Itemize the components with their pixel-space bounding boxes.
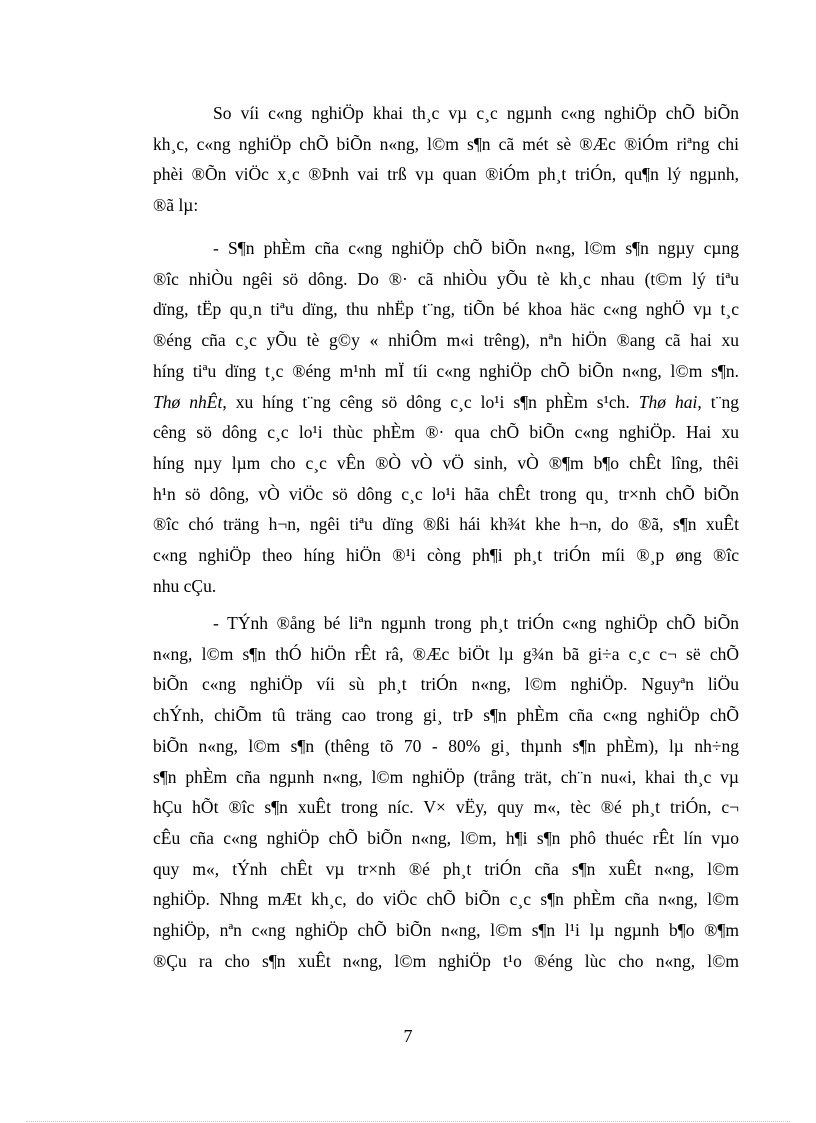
text-line: ®ã lµ: bbox=[153, 195, 199, 216]
text-line: s¶n phÈm cña ngµnh n«ng, l©m nghiÖp (trång trät, ch¨n nu«i, khai th¸c vµ bbox=[153, 766, 739, 787]
text-line: So víi c«ng nghiÖp khai th¸c vµ c¸c ngµnh c«ng nghiÖp chÕ biÕn bbox=[213, 103, 739, 123]
text-line: ®îc nhiÒu ngêi sö dông. Do ®· cã nhiÒu yÕu tè kh¸c nhau (t©m lý tiªu bbox=[153, 268, 739, 289]
text-line: quy m«, tÝnh chÊt vµ tr×nh ®é ph¸t triÓn cña s¶n xuÊt n«ng, l©m bbox=[153, 858, 739, 879]
text-line: nghiÖp. Nhng mÆt kh¸c, do viÖc chÕ biÕn c¸c s¶n phÈm cña n«ng, l©m bbox=[153, 889, 739, 910]
text-line: - S¶n phÈm cña c«ng nghiÖp chÕ biÕn n«ng, l©m s¶n ngµy cµng bbox=[213, 238, 739, 258]
text-line: híng tiªu dïng t¸c ®éng m¹nh mÏ tíi c«ng nghiÖp chÕ biÕn n«ng, l©m s¶n. bbox=[153, 360, 739, 381]
paragraph-1 bbox=[153, 98, 739, 221]
text-line: kh¸c, c«ng nghiÖp chÕ biÕn n«ng, l©m s¶n cã mét sè ®Æc ®iÓm riªng chi bbox=[153, 133, 739, 154]
text-line: n«ng, l©m s¶n thÓ hiÖn rÊt râ, ®Æc biÖt lµ g¾n bã gi÷a c¸c c¬ së chÕ bbox=[153, 643, 739, 664]
text-line: cÊu cña c«ng nghiÖp chÕ biÕn n«ng, l©m, h¶i s¶n phô thuéc rÊt lín vµo bbox=[153, 827, 739, 848]
text-line: ®îc chó träng h¬n, ngêi tiªu dïng ®ßi hái kh¾t khe h¬n, do ®ã, s¶n xuÊt bbox=[153, 514, 739, 535]
text-line: híng nµy lµm cho c¸c vÊn ®Ò vÒ vÖ sinh, vÒ ®¶m b¶o chÊt lîng, thêi bbox=[153, 452, 739, 473]
text-line: Thø nhÊt, xu híng t¨ng cêng sö dông c¸c lo¹i s¶n phÈm s¹ch. Thø hai, t¨ng bbox=[153, 391, 739, 412]
text-line: ®éng cña c¸c yÕu tè g©y « nhiÔm m«i trêng), nªn hiÖn ®ang cã hai xu bbox=[153, 330, 739, 351]
text-line: nghiÖp, nªn c«ng nghiÖp chÕ biÕn n«ng, l©m s¶n l¹i lµ ngµnh b¶o ®¶m bbox=[153, 920, 739, 941]
text-line: hÇu hÕt ®îc s¶n xuÊt trong níc. V× vËy, quy m«, tèc ®é ph¸t triÓn, c¬ bbox=[153, 797, 739, 818]
text-line: nhu cÇu. bbox=[153, 575, 217, 596]
text-line: - TÝnh ®ång bé liªn ngµnh trong ph¸t triÓn c«ng nghiÖp chÕ biÕn bbox=[213, 613, 739, 633]
text-line: c«ng nghiÖp theo híng hiÖn ®¹i còng ph¶i ph¸t triÓn míi ®¸p øng ®îc bbox=[153, 545, 739, 566]
paragraph-3 bbox=[153, 608, 739, 976]
text-line: ®Çu ra cho s¶n xuÊt n«ng, l©m nghiÖp t¹o ®éng lùc cho n«ng, l©m bbox=[153, 950, 739, 971]
text-line: h¹n sö dông, vÒ viÖc sö dông c¸c lo¹i hãa chÊt trong qu¸ tr×nh chÕ biÕn bbox=[153, 483, 739, 504]
text-line: biÕn n«ng, l©m s¶n (thêng tõ 70 - 80% gi¸ thµnh s¶n phÈm), lµ nh÷ng bbox=[153, 735, 739, 756]
text-line: chÝnh, chiÕm tû träng cao trong gi¸ trÞ s¶n phÈm cña c«ng nghiÖp chÕ bbox=[153, 705, 739, 726]
page-number: 7 bbox=[403, 1026, 413, 1046]
text-line: cêng sö dông c¸c lo¹i thùc phÈm ®· qua chÕ biÕn c«ng nghiÖp. Hai xu bbox=[153, 422, 739, 443]
page-bottom-rule bbox=[26, 1121, 790, 1122]
text-line: dïng, tËp qu¸n tiªu dïng, thu nhËp t¨ng, tiÕn bé khoa häc c«ng nghÖ vµ t¸c bbox=[153, 299, 739, 320]
text-line: biÕn c«ng nghiÖp víi sù ph¸t triÓn n«ng, l©m nghiÖp. Nguyªn liÖu bbox=[153, 674, 739, 695]
paragraph-2 bbox=[153, 233, 739, 601]
text-line: phèi ®Õn viÖc x¸c ®Þnh vai trß vµ quan ®iÓm ph¸t triÓn, qu¶n lý ngµnh, bbox=[153, 164, 739, 185]
